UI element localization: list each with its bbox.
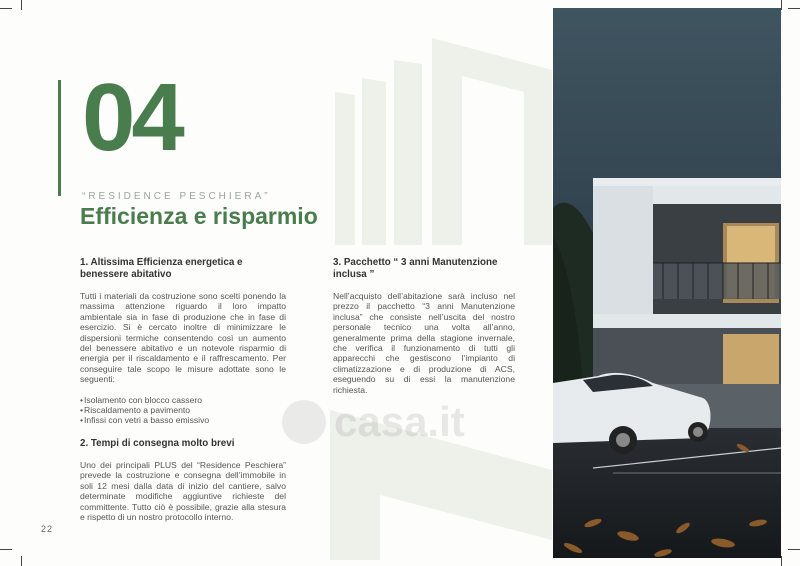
watermark-logo-icon <box>282 400 326 444</box>
page-number: 22 <box>41 524 54 534</box>
crop-mark <box>0 8 12 9</box>
crop-mark <box>788 8 800 9</box>
bullet-item: • Riscaldamento a pavimento <box>80 405 286 415</box>
chapter-title: Efficienza e risparmio <box>80 203 318 229</box>
section-heading: 3. Pacchetto “ 3 anni Manutenzione inclusa ” <box>333 257 498 280</box>
chapter-number: 04 <box>82 64 181 171</box>
crop-mark <box>781 556 782 566</box>
accent-bar <box>58 80 61 196</box>
bullet-list <box>80 395 286 426</box>
section-body: Uno dei principali PLUS del “Residence Peschiera” prevede la costruzione e consegna dell’immobile in soli 12 mesi dalla data di inizio del cantiere, salvo determinate modifiche aggiuntive richieste del committente. Tutto ciò è possibile, grazie alla stesura e rispetto di un nostro protocollo interno. <box>80 459 286 522</box>
section-body: Tutti i materiali da costruzione sono scelti ponendo la massima attenzione riguardo il loro impatto ambientale sia in fase di produzione che in fase di esercizio. Si è cercato inoltre di minimizzare le dispersioni termiche consentendo così un aumento del benessere abitativo e un notevole risparmio di energia per il riscaldamento e il raffrescamento. Per conseguire tale scopo le misure adottate sono le seguenti: <box>80 291 286 385</box>
watermark-text: casa.it <box>334 398 465 445</box>
crop-mark <box>788 549 800 550</box>
chapter-subtitle: “RESIDENCE PESCHIERA” <box>82 191 271 202</box>
watermark <box>282 398 465 446</box>
crop-mark <box>21 0 22 10</box>
text-column-right <box>333 257 515 405</box>
section-heading: 2. Tempi di consegna molto brevi <box>80 437 235 449</box>
text-column-left <box>80 257 286 532</box>
section-body: Nell’acquisto dell’abitazione sarà incluso nel prezzo il pacchetto “3 anni Manutenzione inclusa” che consiste nell’uscita del nostro personale tecnico una volta all’anno, generalmente prima della stagione invernale, che verifica il funzionamento di tutti gli apparecchi che gestiscono l’impianto di climatizzazione e di produzione di ACS, eseguendo su di essi la manutenzione richiesta. <box>333 291 515 395</box>
crop-mark <box>781 0 782 10</box>
crop-mark <box>0 549 12 550</box>
bullet-item: • Isolamento con blocco cassero <box>80 395 286 405</box>
bullet-item: • Infissi con vetri a basso emissivo <box>80 415 286 425</box>
crop-mark <box>21 556 22 566</box>
house-photo <box>553 8 781 558</box>
section-heading: 1. Altissima Efficienza energetica e benessere abitativo <box>80 257 243 280</box>
